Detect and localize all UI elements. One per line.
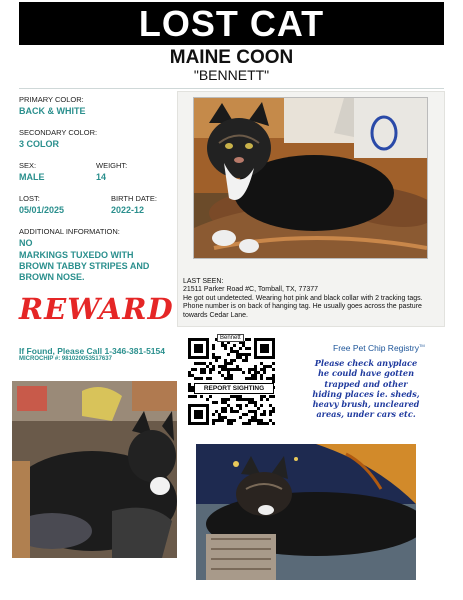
sex-value: MALE [19, 172, 45, 182]
cat-photo-bottom-left [12, 381, 177, 558]
note-line: hiding places ie. sheds, [312, 388, 420, 399]
cat-photo-main [193, 97, 428, 259]
contact-phone[interactable]: If Found, Please Call 1-346-381-5154 [19, 346, 165, 356]
flyer-title: LOST CAT [19, 2, 444, 45]
note-line: trapped and other [324, 378, 408, 389]
last-seen-description: Phone number is on back of hanging tag. He usually goes across the pasture [183, 303, 422, 311]
header-divider [19, 88, 444, 89]
last-seen-label: LAST SEEN: [183, 278, 224, 285]
weight-label: WEIGHT: [96, 161, 128, 170]
note-line: Please check anyplace [314, 358, 418, 368]
secondary-color-value: 3 COLOR [19, 139, 60, 149]
primary-color-label: PRIMARY COLOR: [19, 95, 84, 104]
lost-date-label: LOST: [19, 194, 40, 203]
additional-info-line: BROWN TABBY STRIPES AND [19, 261, 150, 271]
additional-info-line: BROWN NOSE. [19, 272, 85, 282]
cat-name: "BENNETT" [193, 67, 270, 83]
microchip-number: MICROCHIP #: 981020053517637 [19, 356, 112, 362]
weight-value: 14 [96, 172, 107, 182]
note-line: areas, under cars etc. [316, 409, 416, 420]
secondary-color-label: SECONDARY COLOR: [19, 128, 98, 137]
additional-info-line: NO [19, 238, 33, 248]
additional-info-label: ADDITIONAL INFORMATION: [19, 227, 120, 236]
search-note [300, 358, 432, 420]
report-sighting-label[interactable]: REPORT SIGHTING [194, 383, 274, 394]
sex-label: SEX: [19, 161, 37, 170]
lost-date-value: 05/01/2025 [19, 205, 65, 215]
last-seen-address: 21511 Parker Road #C, Tomball, TX, 77377 [183, 286, 319, 294]
birth-date-label: BIRTH DATE: [111, 194, 157, 203]
cat-breed: MAINE COON [169, 47, 294, 68]
last-seen-description: He got out undetected. Wearing hot pink and black collar with 2 tracking tags. [183, 294, 423, 302]
cat-photo-bottom-right [196, 444, 416, 580]
last-seen-text [183, 278, 441, 320]
additional-info-line: MARKINGS TUXEDO WITH [19, 250, 134, 260]
registry-title: Free Pet Chip Registry [333, 343, 419, 353]
last-seen-description: towards Cedar Lane. [183, 311, 248, 319]
birth-date-value: 2022-12 [111, 205, 145, 215]
trademark-mark: TM [418, 343, 425, 349]
registry-name [333, 343, 425, 353]
note-line: he could have gotten [317, 368, 415, 379]
qr-tag-label: Bennett [217, 334, 244, 342]
primary-color-value: BACK & WHITE [19, 106, 86, 116]
reward-heading: REWARD [19, 292, 174, 326]
note-line: heavy brush, uncleared [312, 399, 420, 410]
